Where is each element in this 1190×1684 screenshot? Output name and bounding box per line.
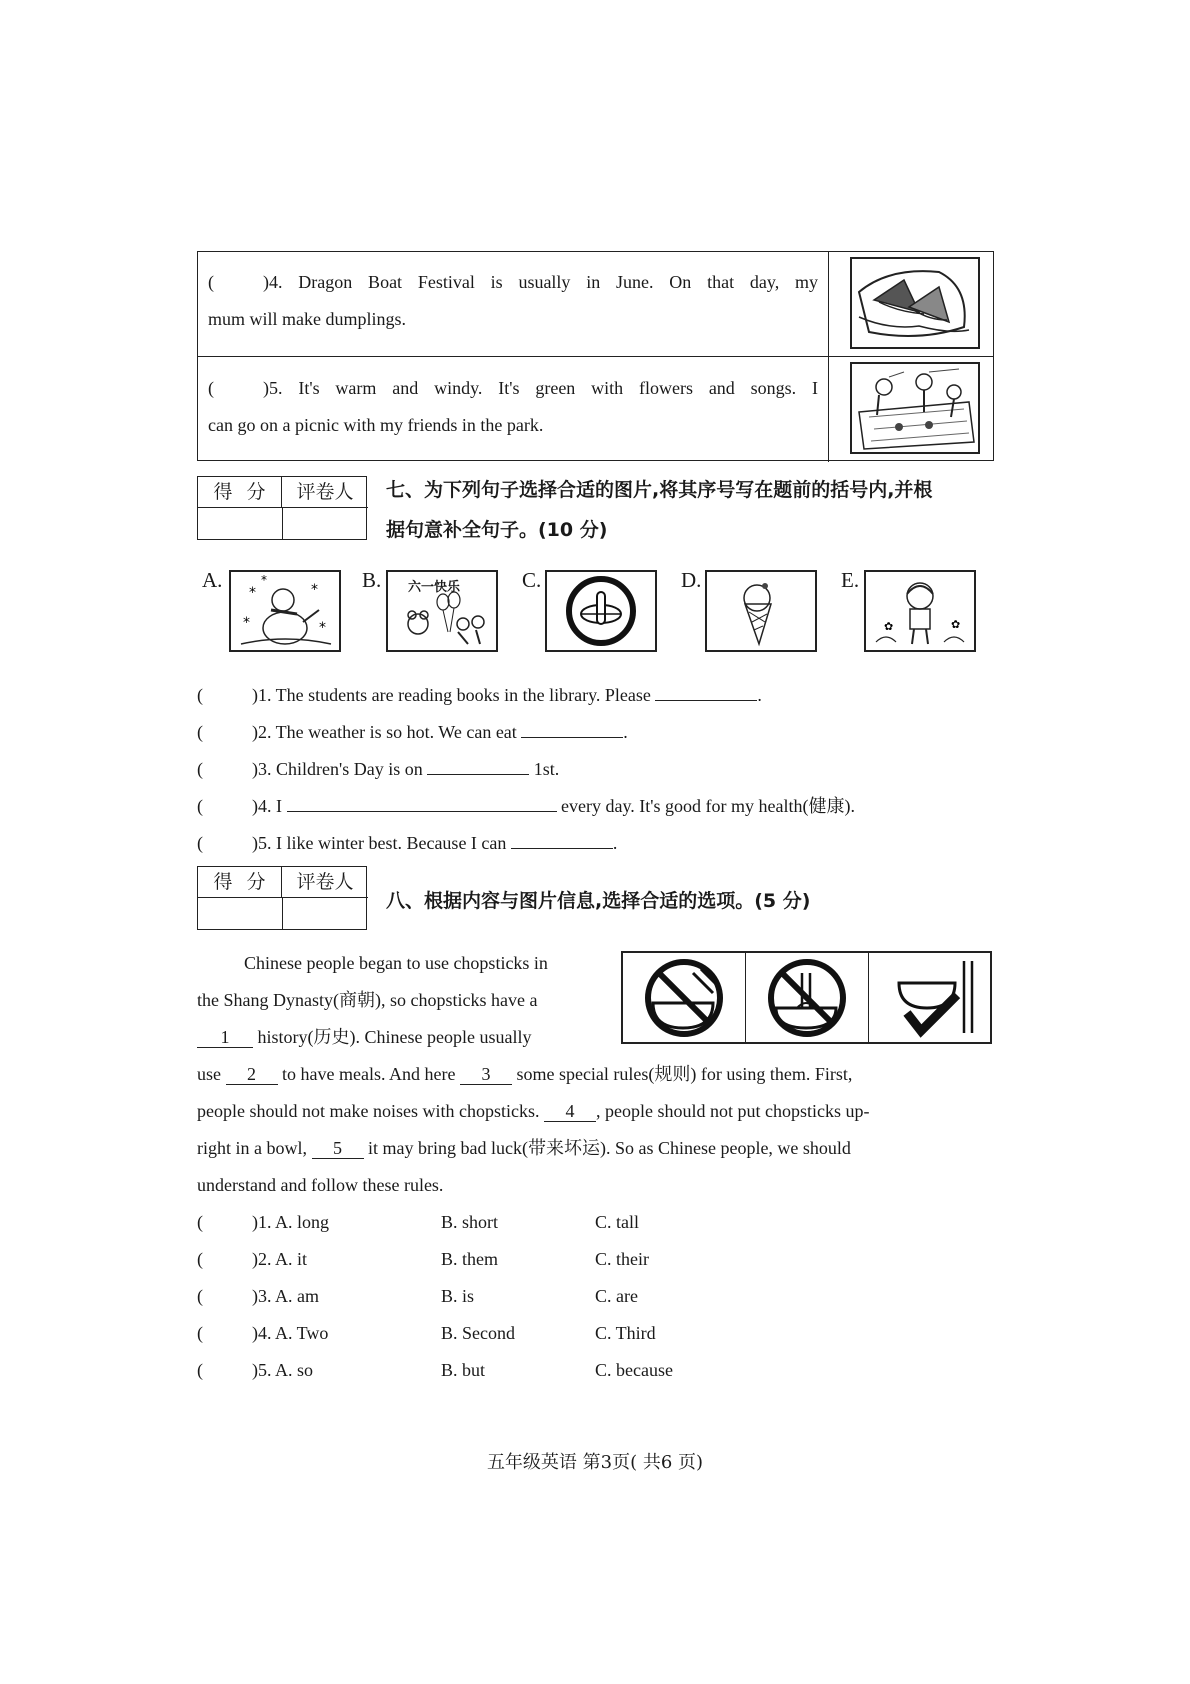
picnic-icon — [828, 357, 993, 462]
passage-line-5: people should not make noises with chopsticks. 4 , people should not put chopsticks up- — [197, 1101, 870, 1121]
fill-blank[interactable] — [287, 811, 557, 812]
exercise-girl-icon — [864, 570, 976, 652]
passage-blank-3[interactable]: 3 — [460, 1064, 512, 1085]
section7-sentence-5: ( )5. I like winter best. Because I can . — [197, 833, 618, 853]
fill-blank[interactable] — [511, 848, 613, 849]
answer-paren[interactable]: ( — [208, 378, 214, 398]
score-table: 得分 评卷人 — [197, 866, 367, 930]
passage-line-4: use 2 to have meals. And here 3 some special rules(规则) for using them. First, — [197, 1064, 853, 1084]
matching-row-text: ( )5. It's warm and windy. It's green with flowers and songs. I can go on a picnic with my friends in the park. — [208, 370, 818, 444]
passage-blank-1[interactable]: 1 — [197, 1027, 253, 1048]
answer-paren[interactable]: ( — [197, 722, 203, 742]
matching-table — [197, 251, 994, 461]
ice-cream-icon — [705, 570, 817, 652]
section7-heading-line2: 据句意补全句子。(10 分) — [386, 519, 608, 541]
picture-label-e: E. — [841, 568, 860, 592]
matching-row-4 — [198, 252, 993, 357]
be-quiet-icon — [545, 570, 657, 652]
page-footer: 五年级英语 第3页( 共6 页) — [486, 1452, 704, 1473]
answer-paren[interactable]: ( — [197, 1212, 203, 1232]
passage-line-1: Chinese people began to use chopsticks in — [244, 953, 548, 973]
answer-paren[interactable]: ( — [197, 833, 203, 853]
zongzi-icon — [828, 252, 993, 356]
fill-blank[interactable] — [427, 774, 529, 775]
passage-line-2: the Shang Dynasty(商朝), so chopsticks have a — [197, 990, 538, 1010]
svg-text:*: * — [261, 573, 267, 587]
fill-blank[interactable] — [655, 700, 757, 701]
picture-label-b: B. — [362, 568, 382, 592]
answer-paren[interactable]: ( — [197, 1286, 203, 1306]
childrens-day-caption: 六一快乐 — [408, 580, 461, 595]
picture-label-a: A. — [202, 568, 223, 592]
section7-heading-line1: 七、为下列句子选择合适的图片,将其序号写在题前的括号内,并根 — [386, 479, 933, 501]
answer-paren[interactable]: ( — [197, 1323, 203, 1343]
answer-paren[interactable]: ( — [197, 1249, 203, 1269]
answer-paren[interactable]: ( — [197, 796, 203, 816]
svg-text:*: * — [311, 582, 318, 598]
section7-sentence-3: ( )3. Children's Day is on 1st. — [197, 759, 560, 779]
svg-text:*: * — [249, 585, 256, 601]
chopstick-rules-pictures — [621, 951, 992, 1044]
section7-sentence-2: ( )2. The weather is so hot. We can eat . — [197, 722, 628, 742]
matching-row-text: ( )4. Dragon Boat Festival is usually in June. On that day, my mum will make dumplings. — [208, 264, 818, 338]
svg-text:*: * — [319, 620, 326, 636]
no-upright-chopsticks-icon — [746, 953, 869, 1042]
correct-chopsticks-checkmark-icon — [869, 953, 992, 1042]
childrens-day-icon — [386, 570, 498, 652]
svg-text:*: * — [243, 615, 250, 631]
passage-blank-2[interactable]: 2 — [226, 1064, 278, 1085]
fill-blank[interactable] — [521, 737, 623, 738]
passage-blank-4[interactable]: 4 — [544, 1101, 596, 1122]
answer-paren[interactable]: ( — [208, 272, 214, 292]
picture-label-c: C. — [522, 568, 542, 592]
section7-sentence-1: ( )1. The students are reading books in the library. Please . — [197, 685, 762, 705]
answer-paren[interactable]: ( — [197, 685, 203, 705]
passage-line-7: understand and follow these rules. — [197, 1175, 444, 1195]
section7-sentence-4: ( )4. I every day. It's good for my health(健康). — [197, 796, 855, 816]
passage-blank-5[interactable]: 5 — [312, 1138, 364, 1159]
svg-text:✿: ✿ — [951, 618, 961, 631]
no-noise-sign-icon — [623, 953, 746, 1042]
snowman-icon — [229, 570, 341, 652]
passage-line-3: 1 history(历史). Chinese people usually — [197, 1025, 531, 1049]
section8-heading: 八、根据内容与图片信息,选择合适的选项。(5 分) — [386, 890, 811, 912]
passage-line-6: right in a bowl, 5 it may bring bad luck(带来坏运). So as Chinese people, we should — [197, 1138, 851, 1158]
answer-paren[interactable]: ( — [197, 759, 203, 779]
matching-row-5 — [198, 357, 993, 462]
answer-paren[interactable]: ( — [197, 1360, 203, 1380]
svg-text:✿: ✿ — [884, 620, 894, 633]
score-table: 得分 评卷人 — [197, 476, 367, 540]
picture-label-d: D. — [681, 568, 702, 592]
